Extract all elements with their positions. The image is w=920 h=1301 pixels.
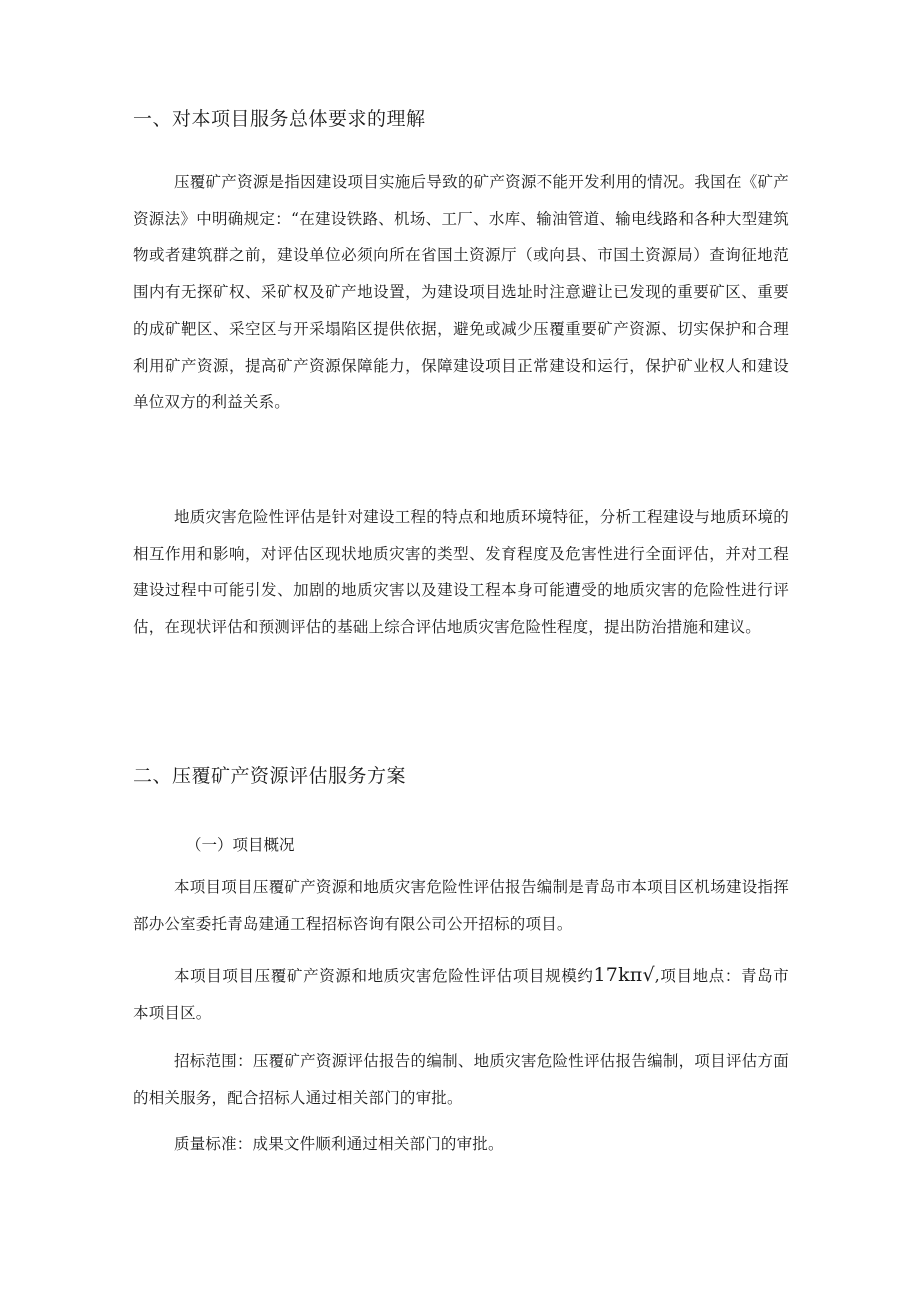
project-location-text: ,项目地点：青岛市本项目区。: [133, 967, 789, 1022]
paragraph-bid-scope: 招标范围：压覆矿产资源评估报告的编制、地质灾害危险性评估报告编制，项目评估方面的相关服务，配合招标人通过相关部门的审批。: [133, 1052, 789, 1107]
paragraph-geohazard-assessment: 地质灾害危险性评估是针对建设工程的特点和地质环境特征，分析工程建设与地质环境的相互作用和影响，对评估区现状地质灾害的类型、发育程度及危害性进行全面评估，并对工程建设过程中可能引发、加剧的地质灾害以及建设工程本身可能遭受的地质灾害的危险性进行评估，在现状评估和预测评估的基础上综合评估地质灾害危险性程度，提出防治措施和建议。: [133, 508, 789, 637]
section-heading-1: 一、对本项目服务总体要求的理解: [133, 108, 426, 130]
section-heading-2: 二、压覆矿产资源评估服务方案: [133, 765, 407, 787]
subsection-heading-project-overview: （一）项目概况: [186, 836, 295, 854]
paragraph-project-scale: [133, 957, 789, 1031]
project-scale-text: 本项目项目压覆矿产资源和地质灾害危险性评估项目规模约: [174, 967, 594, 985]
project-scale-formula: 17kπ√: [593, 964, 655, 986]
paragraph-mineral-overlay: 压覆矿产资源是指因建设项目实施后导致的矿产资源不能开发利用的情况。我国在《矿产资源法》中明确规定：“在建设铁路、机场、工厂、水库、输油管道、输电线路和各种大型建筑物或者建筑群之前，建设单位必须向所在省国土资源厅（或向县、市国土资源局）查询征地范围内有无探矿权、采矿权及矿产地设置，为建设项目选址时注意避让已发现的重要矿区、重要的成矿靶区、采空区与开采塌陷区提供依据，避免或减少压覆重要矿产资源、切实保护和合理利用矿产资源，提高矿产资源保障能力，保障建设项目正常建设和运行，保护矿业权人和建设单位双方的利益关系。: [133, 173, 789, 412]
paragraph-quality-standard: 质量标准：成果文件顺利通过相关部门的审批。: [174, 1135, 504, 1153]
paragraph-project-source: 本项目项目压覆矿产资源和地质灾害危险性评估报告编制是青岛市本项目区机场建设指挥部办公室委托青岛建通工程招标咨询有限公司公开招标的项目。: [133, 878, 789, 933]
